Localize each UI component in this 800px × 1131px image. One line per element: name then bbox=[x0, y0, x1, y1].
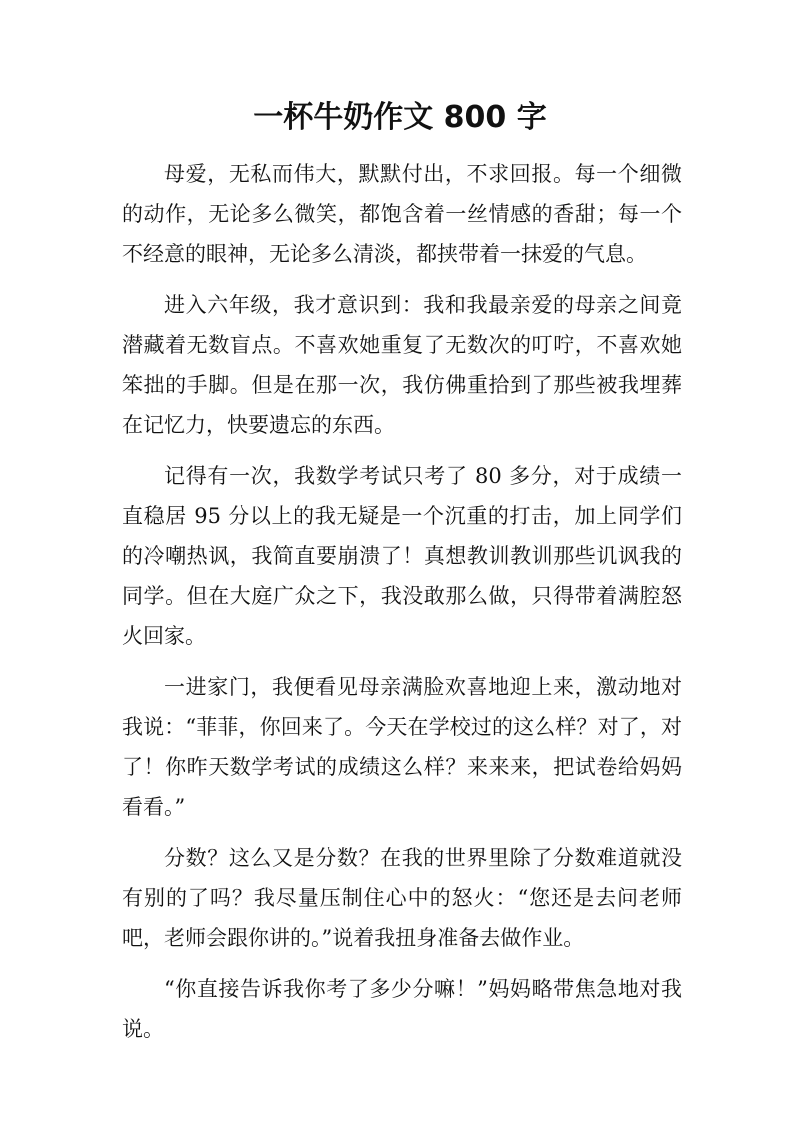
document-title: 一杯牛奶作文 800 字 bbox=[253, 100, 547, 135]
paragraph: 一进家门，我便看见母亲满脸欢喜地迎上来，激动地对我说：“菲菲，你回来了。今天在学校过的这么样？对了，对了！你昨天数学考试的成绩这么样？来来来，把试卷给妈妈看看。” bbox=[122, 675, 682, 819]
paragraph: 分数？这么又是分数？在我的世界里除了分数难道就没有别的了吗？我尽量压制住心中的怒火：“您还是去问老师吧，老师会跟你讲的。”说着我扭身准备去做作业。 bbox=[122, 846, 682, 950]
paragraph: 记得有一次，我数学考试只考了 80 多分，对于成绩一直稳居 95 分以上的我无疑是一个沉重的打击，加上同学们的冷嘲热讽，我简直要崩溃了！真想教训教训那些讥讽我的同学。但在大庭广众之下，我没敢那么做，只得带着满腔怒火回家。 bbox=[122, 464, 682, 648]
paragraph: 进入六年级，我才意识到：我和我最亲爱的母亲之间竟潜藏着无数盲点。不喜欢她重复了无数次的叮咛，不喜欢她笨拙的手脚。但是在那一次，我仿佛重拾到了那些被我埋葬在记忆力，快要遗忘的东西。 bbox=[122, 293, 682, 437]
paragraph: 母爱，无私而伟大，默默付出，不求回报。每一个细微的动作，无论多么微笑，都饱含着一丝情感的香甜；每一个不经意的眼神，无论多么清淡，都挟带着一抹爱的气息。 bbox=[122, 162, 682, 266]
document-body bbox=[122, 154, 682, 1060]
paragraph: “你直接告诉我你考了多少分嘛！”妈妈略带焦急地对我说。 bbox=[122, 977, 682, 1041]
